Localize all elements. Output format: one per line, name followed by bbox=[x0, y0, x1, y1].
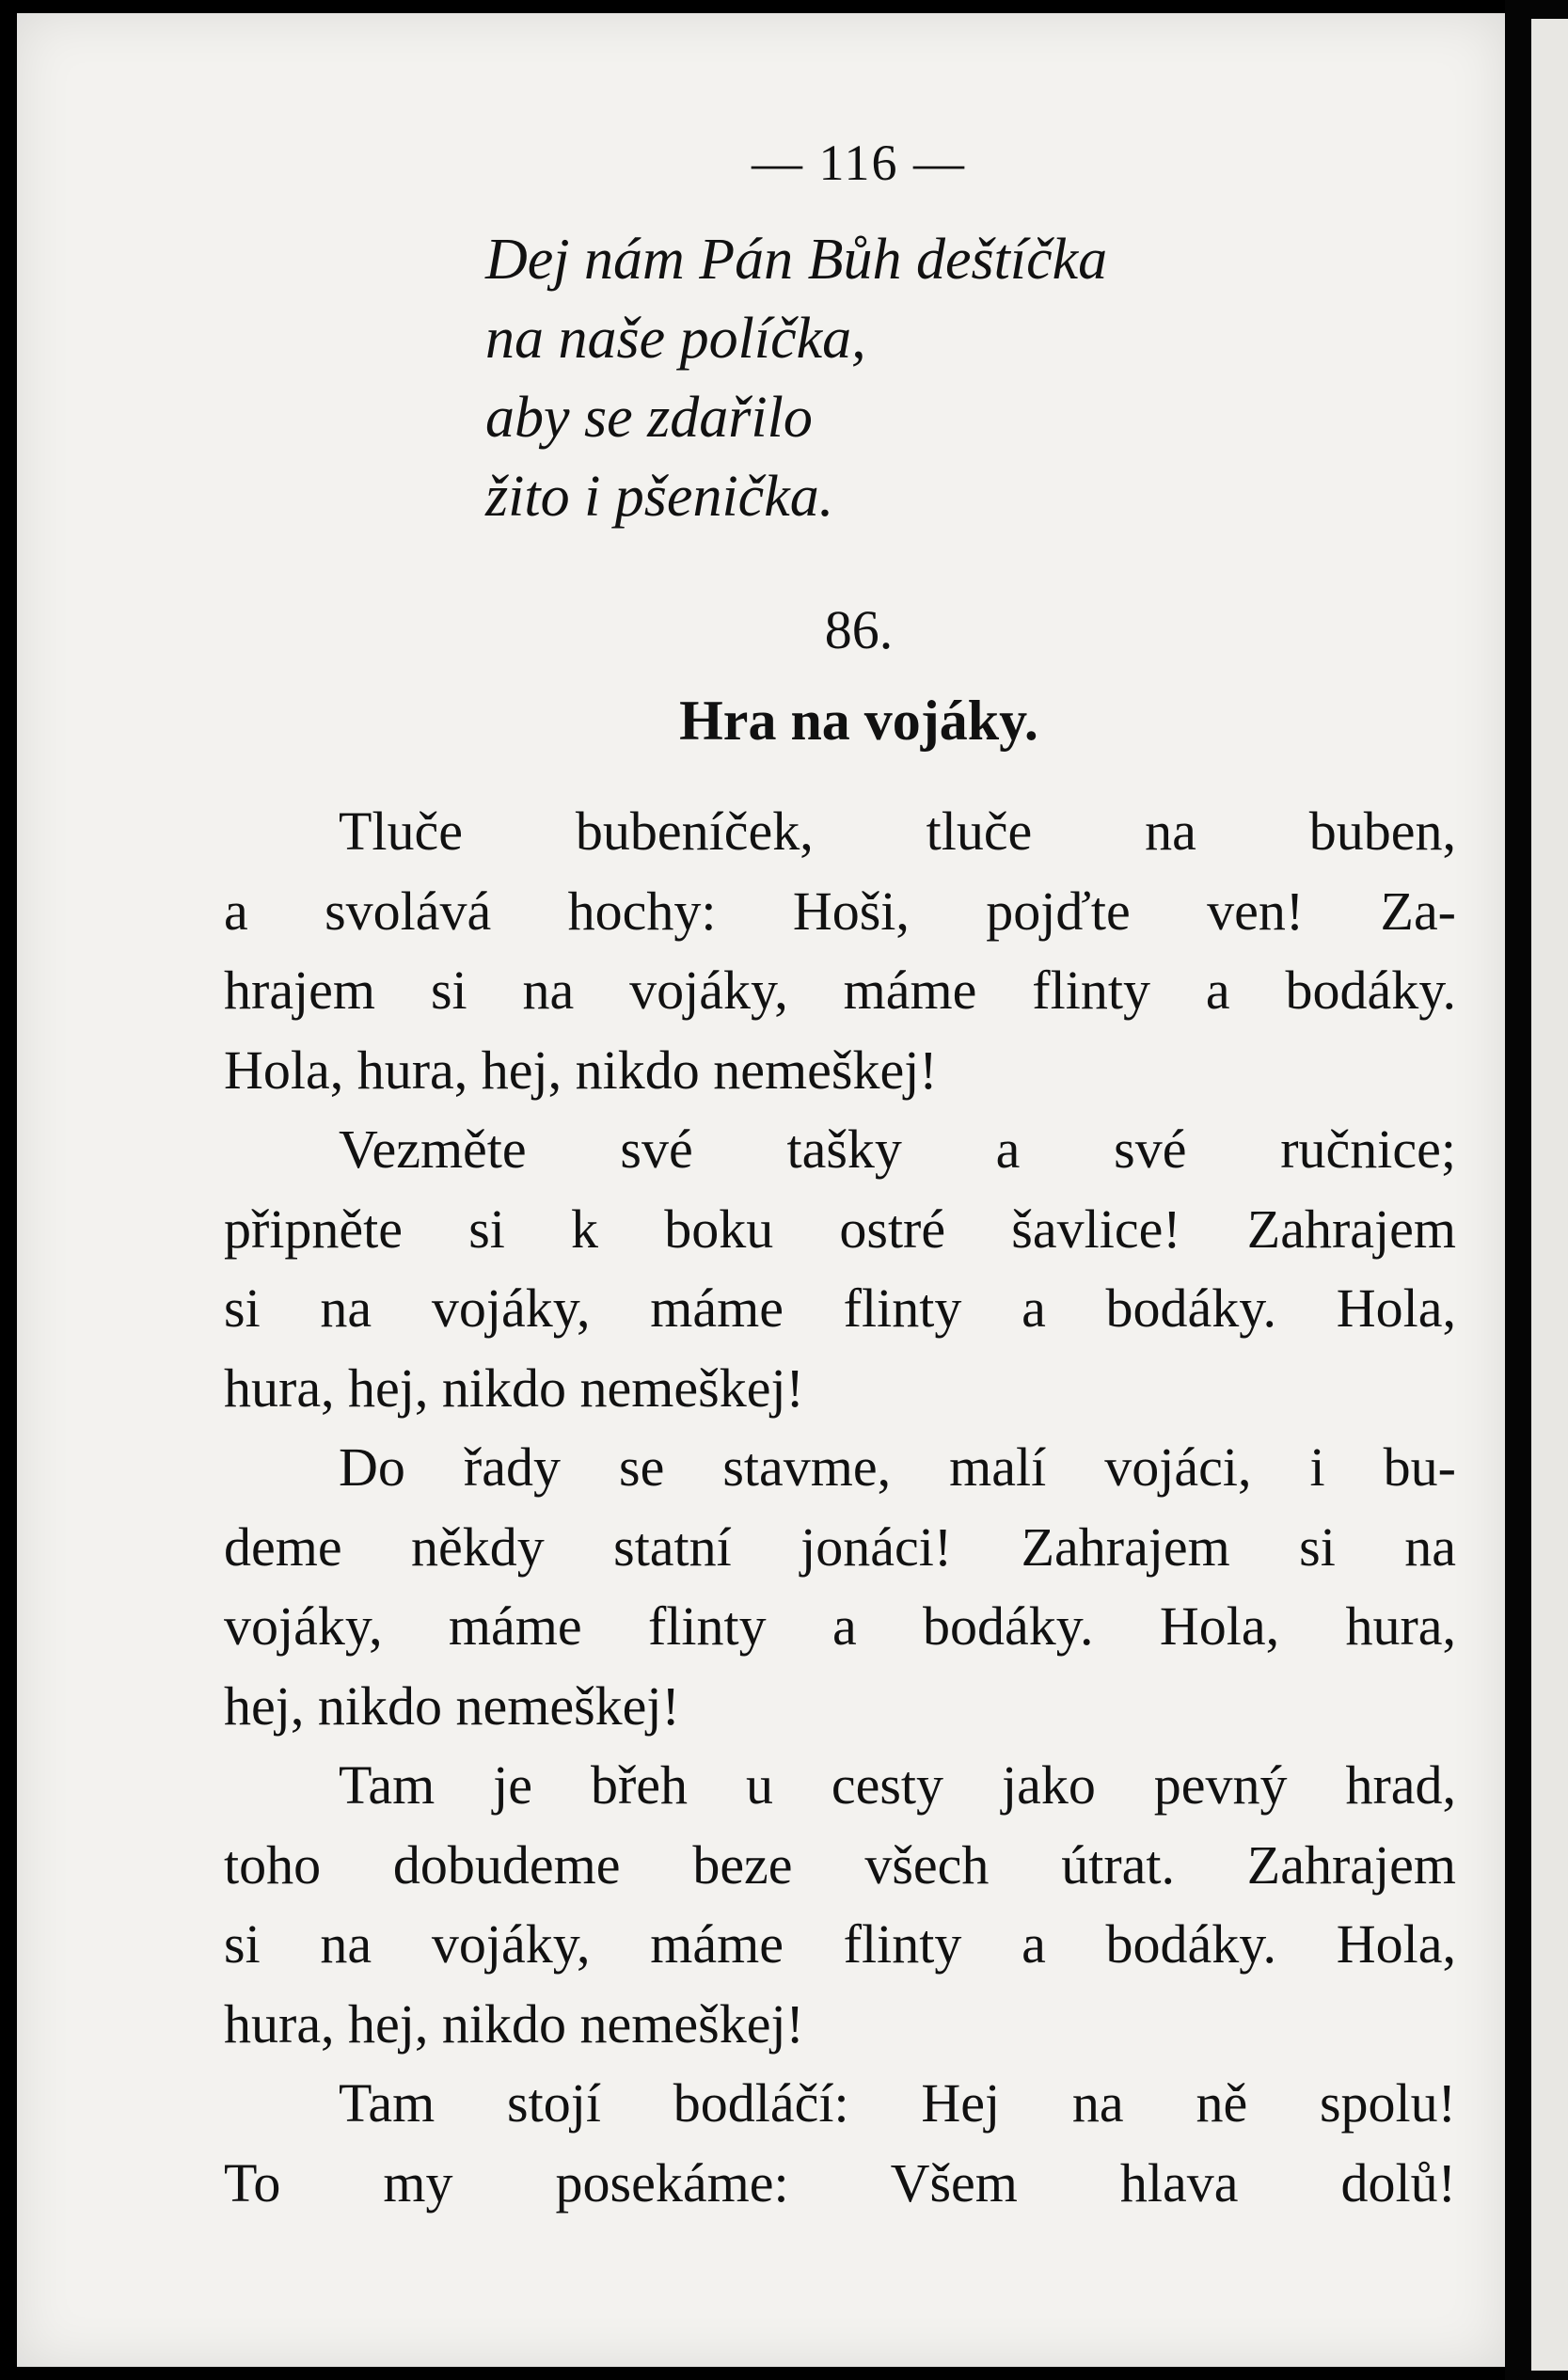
text-line: Vezměte své tašky a své ručnice; bbox=[339, 1119, 1456, 1180]
verse-block bbox=[485, 220, 1107, 536]
paragraph bbox=[224, 1428, 1456, 1746]
text-line: si na vojáky, máme flinty a bodáky. Hola, bbox=[224, 1913, 1456, 1975]
verse-line: aby se zdařilo bbox=[485, 386, 813, 450]
text-line: připněte si k boku ostré šavlice! Zahrajem bbox=[224, 1198, 1456, 1260]
text-line: Do řady se stavme, malí vojáci, i bu- bbox=[339, 1436, 1456, 1498]
text-line: Hola, hura, hej, nikdo nemeškej! bbox=[224, 1039, 938, 1101]
text-line: hura, hej, nikdo nemeškej! bbox=[224, 1992, 804, 2055]
paragraph bbox=[224, 792, 1456, 1110]
paragraph bbox=[224, 1746, 1456, 2064]
song-number: 86. bbox=[824, 599, 894, 660]
text-line: Tluče bubeníček, tluče na buben, bbox=[339, 801, 1456, 862]
text-line: Tam je břeh u cesty jako pevný hrad, bbox=[339, 1754, 1456, 1816]
verse-line: žito i pšenička. bbox=[485, 465, 834, 529]
text-line: vojáky, máme flinty a bodáky. Hola, hura, bbox=[224, 1595, 1456, 1657]
song-title: Hra na vojáky. bbox=[679, 690, 1038, 752]
page-number: — 116 — bbox=[752, 135, 966, 191]
paragraph bbox=[224, 2064, 1456, 2223]
book-page bbox=[17, 13, 1505, 2367]
text-line: hura, hej, nikdo nemeškej! bbox=[224, 1357, 804, 1419]
text-line: hrajem si na vojáky, máme flinty a bodáky. bbox=[224, 960, 1456, 1021]
next-page-edge bbox=[1531, 19, 1568, 2371]
song-text bbox=[224, 792, 1456, 2223]
text-line: Tam stojí bodláčí: Hej na ně spolu! bbox=[339, 2072, 1456, 2134]
text-line: toho dobudeme beze všech útrat. Zahrajem bbox=[224, 1833, 1456, 1896]
text-line: si na vojáky, máme flinty a bodáky. Hola, bbox=[224, 1277, 1456, 1339]
text-line: To my posekáme: Všem hlava dolů! bbox=[224, 2151, 1456, 2213]
text-line: hej, nikdo nemeškej! bbox=[224, 1674, 680, 1737]
verse-line: Dej nám Pán Bůh deštíčka bbox=[485, 228, 1108, 292]
paragraph bbox=[224, 1110, 1456, 1428]
text-line: a svolává hochy: Hoši, pojďte ven! Za- bbox=[224, 880, 1456, 942]
verse-line: na naše políčka, bbox=[485, 307, 866, 371]
text-line: deme někdy statní jonáci! Zahrajem si na bbox=[224, 1515, 1456, 1578]
